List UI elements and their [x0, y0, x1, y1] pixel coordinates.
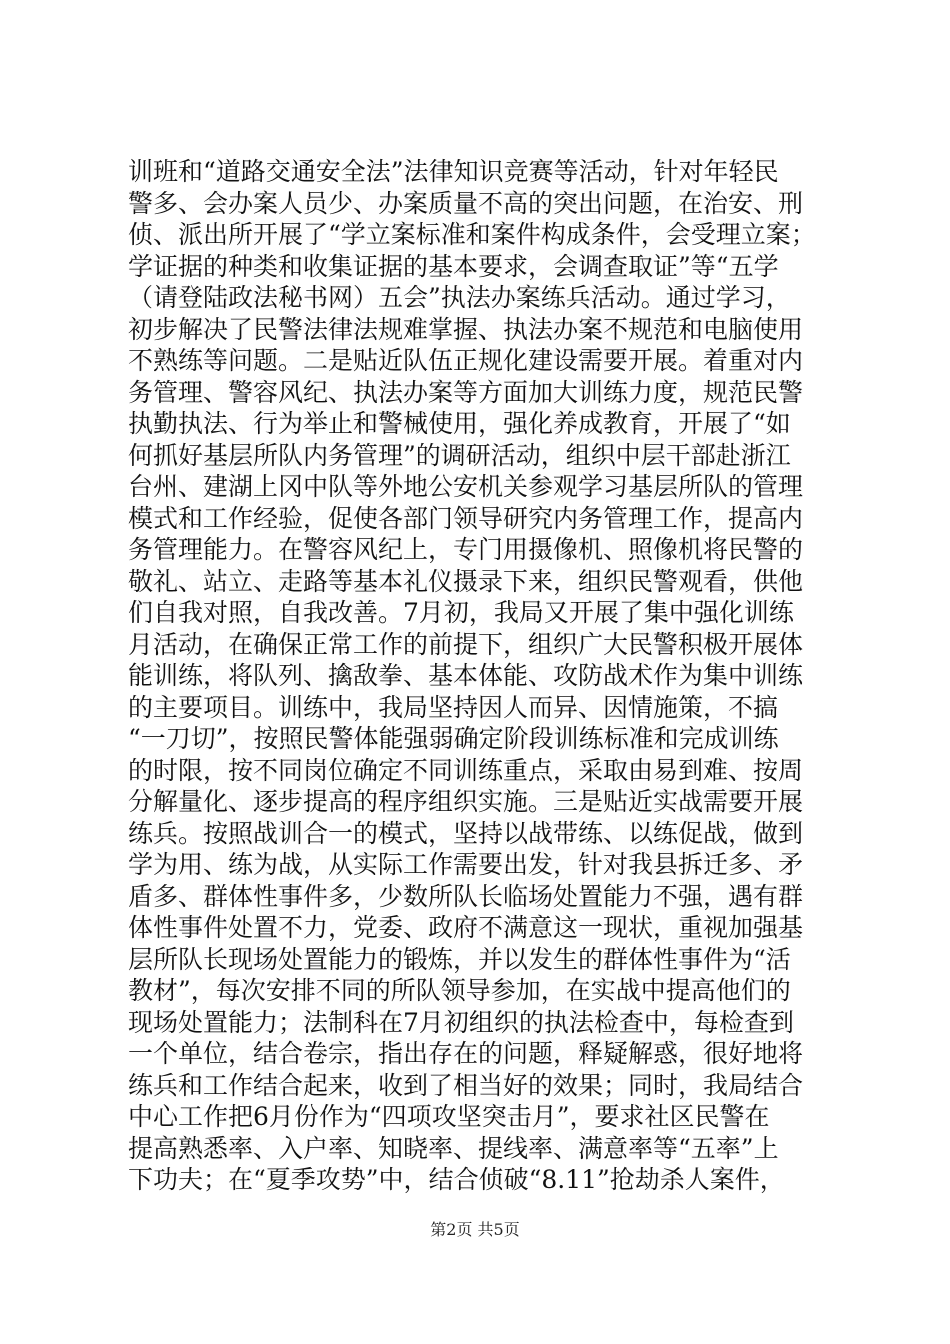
text-line: “一刀切”，按照民警体能强弱确定阶段训练标准和完成训练 — [128, 724, 779, 753]
text-line: 执勤执法、行为举止和警械使用，强化养成教育，开展了“如 — [128, 409, 791, 438]
text-line: 不熟练等问题。二是贴近队伍正规化建设需要开展。着重对内 — [128, 346, 804, 375]
text-line: （请登陆政法秘书网）五会”执法办案练兵活动。通过学习， — [128, 283, 791, 312]
text-line: 现场处置能力；法制科在7月初组织的执法检查中，每检查到 — [128, 1007, 794, 1037]
text-line: 学为用、练为战，从实际工作需要出发，针对我县拆迁多、矛 — [128, 850, 804, 879]
text-line: 下功夫；在“夏季攻势”中，结合侦破“8.11”抢劫杀人案件， — [128, 1165, 785, 1194]
text-line: 务管理、警容风纪、执法办案等方面加大训练力度，规范民警 — [128, 377, 804, 407]
text-line: 的主要项目。训练中，我局坚持因人而异、因情施策，不搞 — [128, 692, 779, 722]
text-line: 中心工作把6月份作为“四项攻坚突击月”，要求社区民警在 — [128, 1102, 770, 1131]
text-line: 的时限，按不同岗位确定不同训练重点，采取由易到难、按周 — [128, 755, 804, 785]
text-line: 教材”，每次安排不同的所队领导参加，在实战中提高他们的 — [128, 976, 791, 1005]
text-line: 一个单位，结合卷宗，指出存在的问题，释疑解惑，很好地将 — [128, 1039, 804, 1068]
page-footer — [0, 1220, 950, 1240]
text-line: 盾多、群体性事件多，少数所队长临场处置能力不强，遇有群 — [128, 881, 804, 911]
text-line: 警多、会办案人员少、办案质量不高的突出问题，在治安、刑 — [128, 188, 804, 218]
text-line: 初步解决了民警法律法规难掌握、执法办案不规范和电脑使用 — [128, 314, 804, 344]
text-line: 练兵。按照战训合一的模式，坚持以战带练、以练促战，做到 — [128, 818, 804, 848]
text-line: 模式和工作经验，促使各部门领导研究内务管理工作，提高内 — [128, 503, 804, 533]
text-line: 侦、派出所开展了“学立案标准和案件构成条件，会受理立案； — [128, 220, 816, 249]
text-line: 台州、建湖上冈中队等外地公安机关参观学习基层所队的管理 — [128, 472, 804, 501]
text-line: 务管理能力。在警容风纪上，专门用摄像机、照像机将民警的 — [128, 535, 804, 564]
text-line: 分解量化、逐步提高的程序组织实施。三是贴近实战需要开展 — [128, 787, 804, 816]
text-line: 提高熟悉率、入户率、知晓率、提线率、满意率等“五率”上 — [128, 1133, 779, 1163]
text-line: 体性事件处置不力，党委、政府不满意这一现状，重视加强基 — [128, 913, 804, 942]
page-number: 第2页 共5页 — [430, 1220, 520, 1239]
text-line: 敬礼、站立、走路等基本礼仪摄录下来，组织民警观看，供他 — [128, 566, 804, 596]
text-line: 层所队长现场处置能力的锻炼，并以发生的群体性事件为“活 — [128, 944, 791, 974]
text-line: 月活动，在确保正常工作的前提下，组织广大民警积极开展体 — [128, 629, 804, 659]
text-line: 学证据的种类和收集证据的基本要求，会调查取证”等“五学 — [128, 251, 779, 281]
text-line: 练兵和工作结合起来，收到了相当好的效果；同时，我局结合 — [128, 1070, 804, 1100]
body-paragraph — [128, 156, 828, 1196]
text-line: 们自我对照，自我改善。7月初，我局又开展了集中强化训练 — [128, 598, 794, 627]
text-line: 何抓好基层所队内务管理”的调研活动，组织中层干部赴浙江 — [128, 440, 791, 470]
text-line: 能训练，将队列、擒敌拳、基本体能、攻防战术作为集中训练 — [128, 661, 804, 690]
text-line: 训班和“道路交通安全法”法律知识竞赛等活动，针对年轻民 — [128, 157, 779, 186]
